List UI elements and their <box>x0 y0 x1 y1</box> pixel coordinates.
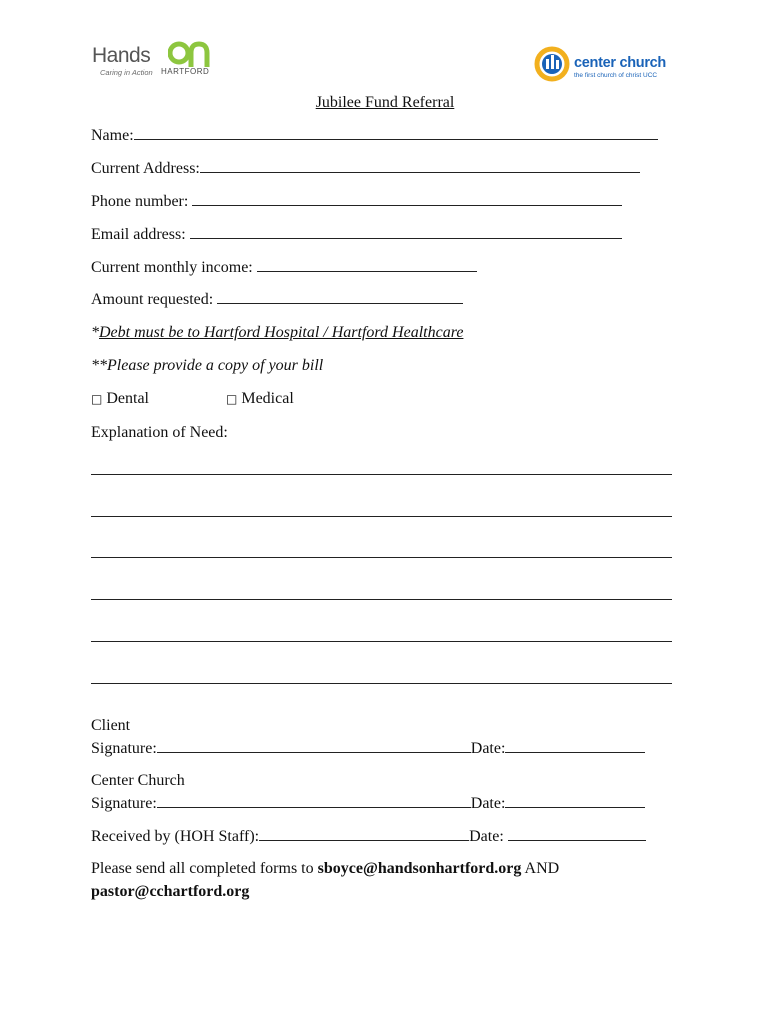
phone-field[interactable] <box>91 193 622 211</box>
phone-label: Phone number: <box>91 193 189 210</box>
email-link-handson[interactable]: sboyce@handsonhartford.org <box>317 860 522 877</box>
name-input-line[interactable] <box>134 127 658 140</box>
client-date-line[interactable] <box>505 740 645 753</box>
hands-on-hartford-logo <box>92 40 217 82</box>
email-link-pastor[interactable]: pastor@cchartford.org <box>91 883 250 900</box>
medical-label: Medical <box>241 390 294 407</box>
email-label: Email address: <box>91 226 186 243</box>
logo-church-tagline: the first church of christ UCC <box>574 72 658 79</box>
form-title: Jubilee Fund Referral <box>315 94 455 111</box>
received-line[interactable] <box>259 828 469 841</box>
explanation-label: Explanation of Need: <box>91 424 228 441</box>
explanation-line[interactable] <box>91 599 672 600</box>
send-and: AND <box>521 860 560 877</box>
address-input-line[interactable] <box>200 160 640 173</box>
logo-on-mark-icon <box>168 40 212 70</box>
church-signature-label: Signature: <box>91 795 157 812</box>
logo-hands-word: Hands <box>92 44 151 67</box>
explanation-line[interactable] <box>91 641 672 642</box>
explanation-line[interactable] <box>91 557 672 558</box>
church-date-line[interactable] <box>505 795 645 808</box>
debt-note <box>91 324 463 342</box>
church-signature-line[interactable] <box>157 795 471 808</box>
explanation-line[interactable] <box>91 683 672 684</box>
client-signature-label: Signature: <box>91 740 157 757</box>
debt-note-text: Debt must be to Hartford Hospital / Hartford Healthcare <box>99 324 464 341</box>
dental-label: Dental <box>106 390 149 407</box>
income-input-line[interactable] <box>257 259 477 272</box>
explanation-line[interactable] <box>91 516 672 517</box>
medical-checkbox-icon[interactable]: □ <box>226 392 238 406</box>
church-date-label: Date: <box>470 795 506 812</box>
address-label: Current Address: <box>91 160 200 177</box>
income-label: Current monthly income: <box>91 259 253 276</box>
church-signature-field[interactable] <box>91 795 645 813</box>
send-instructions <box>91 860 559 878</box>
dental-checkbox-icon[interactable]: □ <box>91 392 103 406</box>
client-signature-line[interactable] <box>157 740 471 753</box>
medical-option[interactable] <box>226 390 294 408</box>
logo-hands-city: HARTFORD <box>161 67 210 76</box>
name-field[interactable] <box>91 127 658 145</box>
received-date-label: Date: <box>469 828 504 845</box>
explanation-line[interactable] <box>91 474 672 475</box>
amount-label: Amount requested: <box>91 291 214 308</box>
dental-option[interactable] <box>91 390 149 408</box>
email-input-line[interactable] <box>190 226 622 239</box>
bill-note: **Please provide a copy of your bill <box>91 357 324 374</box>
address-field[interactable] <box>91 160 640 178</box>
client-signature-field[interactable] <box>91 740 645 758</box>
logo-church-name: center church <box>574 55 666 71</box>
email-field[interactable] <box>91 226 622 244</box>
client-date-label: Date: <box>470 740 506 757</box>
amount-field[interactable] <box>91 291 463 309</box>
name-label: Name: <box>91 127 134 144</box>
logo-hands-tagline: Caring in Action <box>100 68 153 77</box>
income-field[interactable] <box>91 259 477 277</box>
send-prefix: Please send all completed forms to <box>91 860 318 877</box>
church-emblem-icon <box>534 46 570 82</box>
phone-input-line[interactable] <box>192 193 622 206</box>
received-field[interactable] <box>91 828 646 846</box>
received-label: Received by (HOH Staff): <box>91 828 260 845</box>
amount-input-line[interactable] <box>217 291 463 304</box>
center-church-label: Center Church <box>91 772 185 789</box>
center-church-logo <box>534 46 674 82</box>
client-label: Client <box>91 717 131 734</box>
debt-note-prefix: * <box>91 324 99 341</box>
received-date-line[interactable] <box>508 828 646 841</box>
